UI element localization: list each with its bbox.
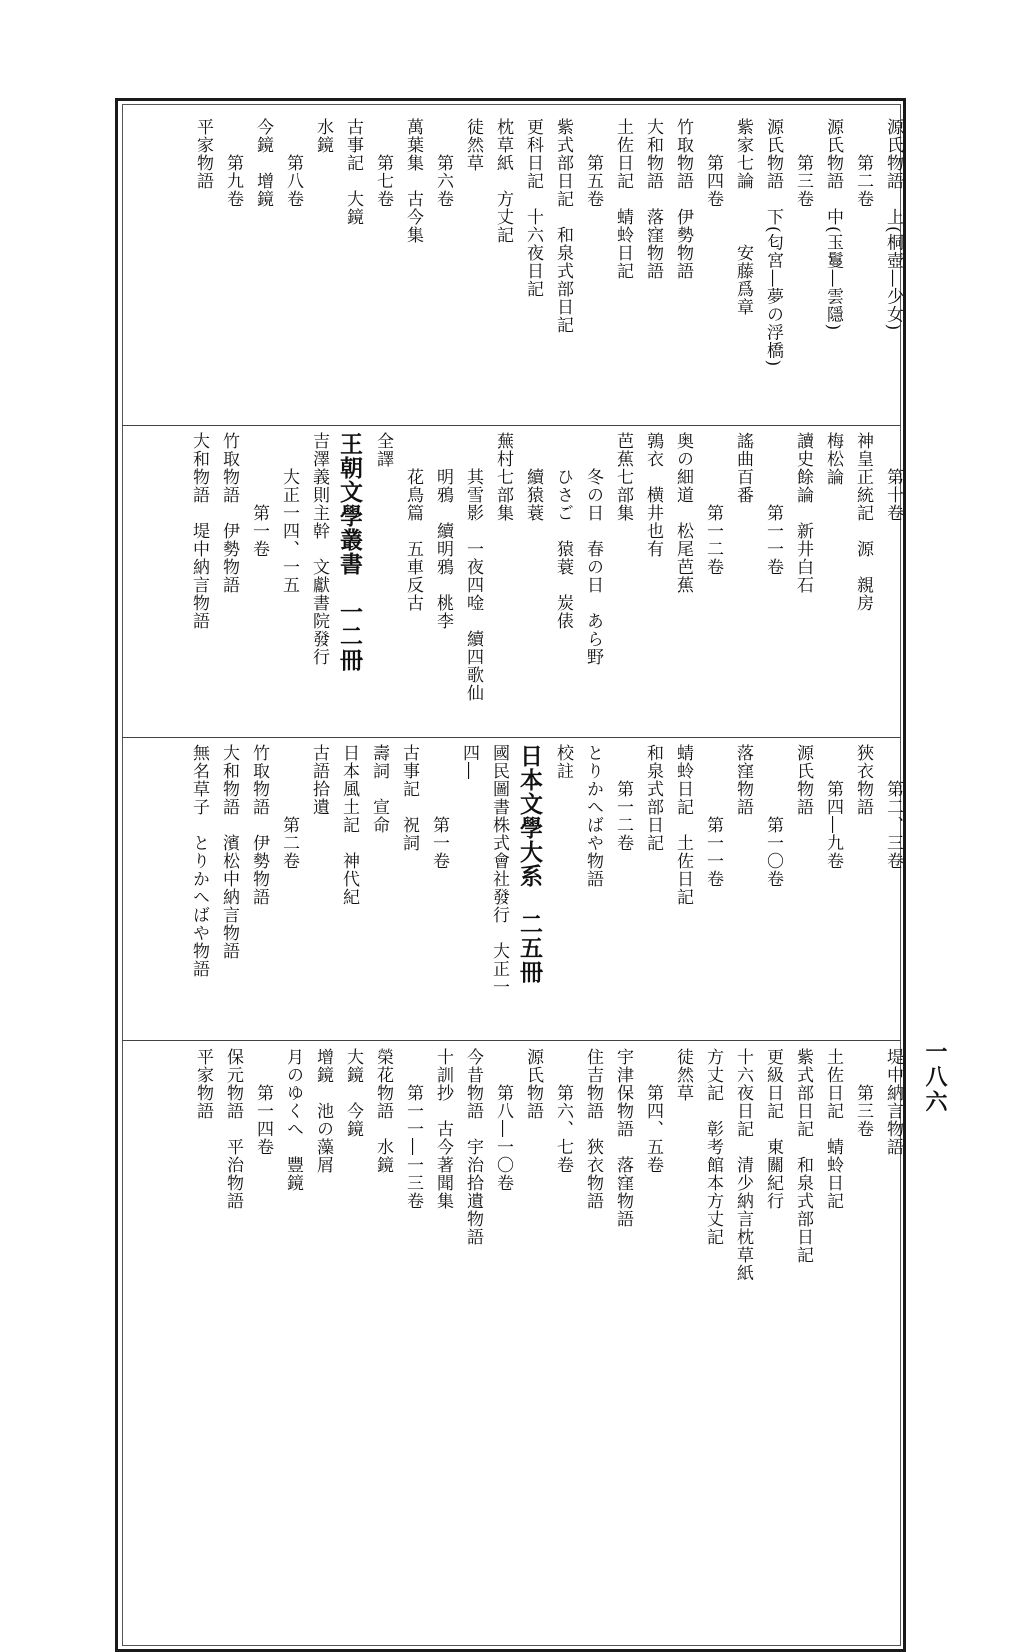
catalog-entry: 徒然草: [463, 118, 483, 172]
catalog-entry: 源氏物語 中(玉鬘―雲隱): [823, 118, 843, 332]
catalog-entry: 第一〇卷: [763, 816, 783, 888]
catalog-entry: 月のゆくへ 豐鏡: [283, 1048, 303, 1192]
catalog-entry: 第六卷: [433, 154, 453, 208]
catalog-entry: 方丈記 彰考館本方丈記: [703, 1048, 723, 1246]
catalog-entry: 枕草紙 方丈記: [493, 118, 513, 244]
catalog-entry: 梅松論: [823, 432, 843, 486]
catalog-entry: 其雪影 一夜四唫 續四歌仙: [463, 468, 483, 702]
catalog-entry: 第一一卷: [703, 816, 723, 888]
catalog-entry: 增鏡 池の藻屑: [313, 1048, 333, 1174]
catalog-entry: 第一卷: [429, 816, 449, 870]
catalog-entry: 十六夜日記 清少納言枕草紙: [733, 1048, 753, 1282]
catalog-entry: 明鴉 續明鴉 桃李: [433, 468, 453, 630]
catalog-entry: 第八―一〇卷: [493, 1084, 513, 1192]
column-group: [181, 1048, 901, 1348]
series-title: 日本文學大系 二五冊: [516, 744, 543, 984]
catalog-entry: 第一一―一三卷: [403, 1084, 423, 1210]
column-group: [181, 118, 901, 418]
catalog-entry: 第六、七卷: [553, 1084, 573, 1174]
catalog-entry: 源氏物語: [523, 1048, 543, 1120]
catalog-entry: 狹衣物語: [853, 744, 873, 816]
catalog-entry: 平家物語: [193, 1048, 213, 1120]
catalog-entry: 宇津保物語 落窪物語: [613, 1048, 633, 1228]
catalog-entry: 第四―九卷: [823, 780, 843, 870]
catalog-entry: 花鳥篇 五車反古: [403, 468, 423, 612]
catalog-entry: 大鏡 今鏡: [343, 1048, 363, 1138]
series-title: 王朝文學叢書 一二冊: [336, 432, 363, 672]
catalog-entry: 第五卷: [583, 154, 603, 208]
catalog-entry: 更科日記 十六夜日記: [523, 118, 543, 298]
catalog-entry: ひさご 猿蓑 炭俵: [553, 468, 573, 630]
catalog-entry: 大和物語 濱松中納言物語: [219, 744, 239, 960]
catalog-band-1: [122, 118, 901, 418]
catalog-entry: 續猿蓑: [523, 468, 543, 522]
catalog-entry: 吉澤義則主幹 文獻書院發行: [309, 432, 329, 666]
catalog-entry: 日本風土記 神代紀: [339, 744, 359, 906]
catalog-entry: 今鏡 增鏡: [253, 118, 273, 208]
catalog-entry: 榮花物語 水鏡: [373, 1048, 393, 1174]
catalog-entry: 大正一四、一五: [279, 468, 299, 594]
catalog-entry: 落窪物語: [733, 744, 753, 816]
catalog-entry: 古語拾遺: [309, 744, 329, 816]
catalog-entry: 源氏物語 上(桐壺―少女): [883, 118, 903, 332]
catalog-entry: 大和物語 落窪物語: [643, 118, 663, 280]
band-divider: [122, 737, 901, 738]
catalog-entry: 紫式部日記 和泉式部日記: [553, 118, 573, 334]
catalog-entry: 全譯: [373, 432, 393, 468]
catalog-band-3: [122, 744, 901, 1034]
catalog-entry: 紫家七論 安藤爲章: [733, 118, 753, 316]
catalog-entry: 竹取物語 伊勢物語: [249, 744, 269, 906]
catalog-entry: 土佐日記 蜻蛉日記: [823, 1048, 843, 1210]
catalog-entry: 無名草子 とりかへばや物語: [189, 744, 209, 978]
catalog-entry: 土佐日記 蜻蛉日記: [613, 118, 633, 280]
catalog-entry: 第一二卷: [703, 504, 723, 576]
catalog-entry: 徒然草: [673, 1048, 693, 1102]
column-group: [177, 432, 901, 732]
catalog-entry: 堤中納言物語: [883, 1048, 903, 1156]
catalog-entry: 萬葉集 古今集: [403, 118, 423, 244]
catalog-entry: 源氏物語 下(匂宮―夢の浮橋): [763, 118, 783, 368]
catalog-entry: 冬の日 春の日 あら野: [583, 468, 603, 666]
catalog-entry: 讀史餘論 新井白石: [793, 432, 813, 594]
catalog-entry: 四―: [459, 744, 479, 780]
catalog-entry: 今昔物語 宇治拾遺物語: [463, 1048, 483, 1246]
catalog-band-4: [122, 1048, 901, 1348]
catalog-entry: 大和物語 堤中納言物語: [189, 432, 209, 630]
page-number: 一八六: [922, 1040, 948, 1115]
catalog-entry: 和泉式部日記: [643, 744, 663, 852]
catalog-entry: 更級日記 東關紀行: [763, 1048, 783, 1210]
catalog-entry: 竹取物語 伊勢物語: [219, 432, 239, 594]
catalog-entry: 第一一卷: [763, 504, 783, 576]
catalog-entry: 第一二卷: [613, 780, 633, 852]
catalog-entry: 第二、三卷: [883, 780, 903, 870]
catalog-entry: 第一卷: [249, 504, 269, 558]
catalog-entry: 芭蕉七部集: [613, 432, 633, 522]
catalog-entry: 住吉物語 狹衣物語: [583, 1048, 603, 1210]
catalog-entry: 蜻蛉日記 土佐日記: [673, 744, 693, 906]
catalog-entry: 謠曲百番: [733, 432, 753, 504]
catalog-entry: 十訓抄 古今著聞集: [433, 1048, 453, 1210]
catalog-entry: 第二卷: [853, 154, 873, 208]
catalog-entry: 第七卷: [373, 154, 393, 208]
catalog-entry: 第三卷: [793, 154, 813, 208]
catalog-entry: 壽詞 宣命: [369, 744, 389, 834]
band-divider: [122, 1040, 901, 1041]
catalog-entry: 第四、五卷: [643, 1084, 663, 1174]
catalog-entry: 校註: [553, 744, 573, 780]
catalog-entry: 平家物語: [193, 118, 213, 190]
catalog-entry: 保元物語 平治物語: [223, 1048, 243, 1210]
catalog-entry: 紫式部日記 和泉式部日記: [793, 1048, 813, 1264]
catalog-entry: 第九卷: [223, 154, 243, 208]
catalog-entry: 第一四卷: [253, 1084, 273, 1156]
catalog-entry: 古事記 大鏡: [343, 118, 363, 226]
catalog-entry: 水鏡: [313, 118, 333, 154]
catalog-entry: 第十卷: [883, 468, 903, 522]
catalog-band-2: [122, 432, 901, 732]
catalog-entry: 源氏物語: [793, 744, 813, 816]
catalog-entry: 第八卷: [283, 154, 303, 208]
catalog-entry: 國民圖書株式會社發行 大正一: [489, 744, 509, 996]
catalog-entry: 第二卷: [279, 816, 299, 870]
catalog-entry: 神皇正統記 源 親房: [853, 432, 873, 612]
catalog-entry: 第四卷: [703, 154, 723, 208]
column-group: [177, 744, 901, 1034]
catalog-entry: 第三卷: [853, 1084, 873, 1138]
catalog-entry: とりかへばや物語: [583, 744, 603, 888]
band-divider: [122, 425, 901, 426]
catalog-entry: 古事記 祝詞: [399, 744, 419, 852]
catalog-entry: 奥の細道 松尾芭蕉: [673, 432, 693, 594]
catalog-entry: 蕪村七部集: [493, 432, 513, 522]
catalog-entry: 鶉衣 横井也有: [643, 432, 663, 558]
catalog-entry: 竹取物語 伊勢物語: [673, 118, 693, 280]
